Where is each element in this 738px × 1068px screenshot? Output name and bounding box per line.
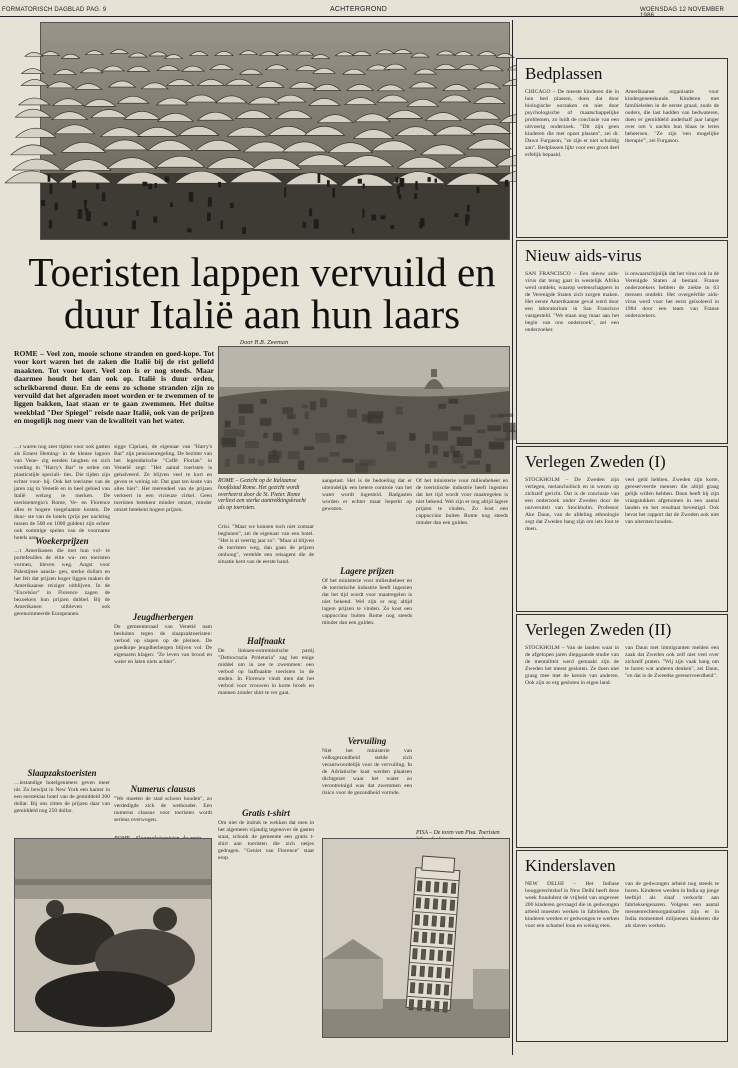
beachgoer (465, 216, 468, 225)
rome-building (287, 414, 295, 419)
beachgoer (104, 222, 108, 226)
rome-building (368, 411, 383, 418)
rome-building (304, 446, 314, 450)
beachgoer (189, 192, 193, 202)
sidebar-title-zweden-1: Verlegen Zweden (I) (525, 452, 666, 471)
beachgoer (242, 227, 246, 234)
beachgoer (318, 173, 321, 183)
beachgoer (398, 194, 401, 199)
rome-building (248, 458, 255, 463)
headline-line-2: duur Italië aan hun laars (63, 291, 461, 337)
beachgoer (435, 179, 437, 183)
rome-building (451, 426, 462, 430)
tower-arch (446, 951, 451, 961)
tower-arch (434, 882, 439, 892)
sidebar-box-zweden-1 (516, 446, 728, 612)
beachgoer (208, 197, 212, 206)
tower-arch (443, 883, 448, 893)
rome-building (330, 452, 340, 457)
beachgoer (390, 225, 394, 229)
pisa-photo (322, 838, 510, 1038)
rome-building (273, 433, 282, 442)
beachgoer (48, 174, 51, 181)
tower-arch (418, 1000, 423, 1010)
beachgoer (358, 179, 362, 184)
sidebar-title-zweden-2: Verlegen Zweden (II) (525, 620, 672, 639)
caption-pisa: PISA – De toren van Pisa. Toeristen (416, 830, 500, 836)
sidebar-zweden-2-col-1: STOCKHOLM – Van de landen waar in de afgelopen jaren diepgaande studie van de mentaliteit werd gemaakt zijn de Zweden het meest gesloten. Ze doen niet graag mee met de kennis van anderen. Ook zijn ze erg gesloten in eigen land. (525, 645, 619, 686)
beachgoer (155, 183, 157, 188)
tower-arch (451, 883, 456, 893)
rome-building (260, 418, 272, 426)
rome-building (443, 451, 449, 457)
beachgoer (49, 220, 52, 228)
article-column-5: Of het ministerie voor milieubeheer en de toeristische industrie heeft ingezien dat het tijd wordt voor maatregelen is niet bekend. Wel zijn er nog altijd lagere prijzen te vinden. Zo kost een cappuccino buiten Rome nog steeds minder dan een gulden. (416, 478, 508, 526)
rome-building (310, 401, 316, 410)
lead-paragraph: ROME – Veel zon, mooie schone stranden en goed-kope. Tot voor kort waren het de zaken die Italië bij de rist geliefd maakten. Tot voor kort. Veel zon is er nog steeds. Maar daarmee houdt het dan ook op. Italië is duur orden, schrikbarend duur. En de eens zo schone stranden zijn zo vervuild dat het afgeraden moet worden er te zwemmen of te liggen bakken, laat staan er te gaan zwemmen. Het duitse weekblad "Der Spiegel" reisde naar Italië, ook van de prijzen en mogelijk nog meer van de kwaliteit van het water. (14, 349, 214, 426)
beachgoer (41, 200, 45, 206)
rome-building (224, 429, 239, 437)
tower-arch (411, 966, 416, 976)
beachgoer (102, 193, 106, 202)
rome-building (474, 449, 481, 458)
rome-building (258, 460, 265, 466)
tower-arch (415, 915, 420, 925)
people-on-beach-image (15, 839, 211, 1031)
article-column-4-part-3: Niet het ministerie van volksgezondheid stelde zich verantwoordelijk voor de vervuiling. In de Adriatische kust werden plaatsen dichtgezet waar het water zo verontreinigd was dat zwemmen een risico voor de gezondheid vormde. (322, 748, 412, 796)
rome-building (239, 416, 245, 425)
subhead-slaapzaktoeristen: Slaapzakstoeristen (27, 768, 97, 778)
rome-building (491, 414, 504, 418)
rome-building (288, 451, 300, 459)
rome-building (318, 457, 329, 462)
rome-building (225, 459, 230, 467)
rome-building (347, 409, 357, 417)
sidebar-kinderslaven-col-1: NEW DELHI – Het Indiase hooggerechtshof in New Delhi heeft deze week fraudulent de vrijheid van ongeveer 200 kinderen gevraagd die in gedwongen arbeid moesten werken in fabrieken. De kinderen werden er gedwongen te werken voor een schamel loon en weinig eten. (525, 881, 619, 929)
beachgoer (314, 219, 319, 228)
tower-arch (431, 933, 436, 943)
tower-arch (410, 983, 415, 993)
header-date: WOENSDAG 12 NOVEMBER (640, 7, 725, 13)
beachgoer (50, 184, 53, 194)
rome-building (503, 423, 516, 432)
tower-arch (437, 967, 442, 977)
rome-building (396, 407, 403, 415)
tower-arch (413, 949, 418, 959)
rome-building (293, 428, 299, 434)
tower-arch (449, 917, 454, 927)
rome-building (495, 438, 509, 441)
beachgoer (467, 205, 470, 212)
subhead-halfnaakt: Halfnaakt (246, 636, 285, 646)
tower-arch (426, 881, 431, 891)
article-column-2-part-2: De gemeenteraad van Venetië nam besluiten tegen de slaapzaktoeristen: verbod op slapen op de pleinen. De goedkope jeugdherbergen blijven vol. De eigenaren klagen: "Ze leven van brood en water en laten niets achter". (114, 624, 212, 665)
rome-building (467, 461, 480, 465)
rome-building (222, 438, 236, 447)
beachgoer (86, 211, 91, 221)
beachgoer (96, 184, 99, 190)
sidebar-zweden-2-col-2: van Daun met immigranten melden een zaak dat Zweden ook zelf niet veel over zichzelf praten. "Wij zijn vaak bang om te horen wat anderen denken", zei Daun, "en dat is de Zweedse gereserveerdheid". (625, 645, 719, 679)
sidebar-kinderslaven-col-2: van de gedwongen arbeid nog steeds te horen. Kinderen werden in India op jonge leeftijd als slaaf verkocht aan fabriekseigenaren. Volgens een aantal mensenrechtenorganisaties zijn er in India momenteel miljoenen kinderen die als slaven werken. (625, 881, 719, 929)
rome-building (425, 444, 430, 453)
article-column-2-part-1: sigge Cipriani, de eigenaar van "Harry's Bar" zijn pensioenregeling. De bezitter van het legendarische "Caffè Florian" in Venetië zegt: "Het aantal toeristen is gehalveerd. Ze blijven veel te kort en geven te weinig uit. Dat gaat ten koste van alles hier". Het merendeel van de prijzen verkeert in een vicieuze cirkel. Geen toeristen betekent minder omzet, minder omzet betekent hogere prijzen. (114, 444, 212, 513)
beachgoer (332, 188, 335, 198)
beachgoer (454, 213, 458, 217)
sidebar-zweden-1-col-2: veel geld hebben. Zweden zijn korte, gereserveerde mensen die altijd graag gelijk willen hebben. Daun heeft bij zijn vraagstukken afgenomen in een aantal landen en het resultaat bevestigd. Ook bevat het rapport dat de Zweden ook niet van uitersten houden. (625, 477, 719, 525)
rome-city-image (219, 347, 509, 473)
tower-arch (450, 900, 455, 910)
subhead-gratis-tshirt: Gratis t-shirt (242, 808, 290, 818)
slaapzak-photo (14, 838, 212, 1032)
caption-rome: ROME – Gezicht op de Italiaanse hoofdstad Rome. Het gezicht wordt overheerst door de St. Pieter. Rome verliest een sterke aantrekkingskracht als op toeristen. (218, 478, 306, 512)
tower-arch (440, 917, 445, 927)
beachgoer (78, 209, 83, 219)
beachgoer (136, 210, 138, 216)
beachgoer (153, 216, 157, 222)
beachgoer (399, 178, 404, 187)
beachgoer (476, 187, 479, 193)
tower-arch (444, 985, 449, 995)
rome-building (464, 415, 475, 425)
tower-arch (432, 916, 437, 926)
rome-building (282, 407, 293, 414)
beach-umbrella (21, 69, 43, 74)
tower-arch (434, 1001, 439, 1011)
sidebar-box-bedplassen (516, 58, 728, 238)
sidebar-divider (512, 20, 513, 1055)
article-column-4-part-2: Of het ministerie voor milieubeheer en de toeristische industrie heeft ingezien dat het tijd wordt voor maatregelen is niet bekend. Wel zijn er nog altijd lagere prijzen te vinden. Zo kost een cappuccino buiten Rome nog steeds minder dan een gulden. (322, 578, 412, 626)
beachgoer (395, 177, 398, 183)
rome-building (225, 421, 231, 428)
tower-arch (421, 949, 426, 959)
article-column-1-part-1: …t waren nog zeer tiplen voor ook gasten als Ernest Heming- in de kleuse lagoon van Vene- zig eenden langhen en zich voeding in "Harry's Bar" te orden om plasticstijle speciali- ties. Die tijden zijn echter voor- bij. Ook het toerisme van de jaren zig in Venetië en in heel gebied van Italië welzeg te merken. De toeristenregio's Rome, Ve- en Florence alles te hogere toegelaatste kosten. De duur- ste van de hotels (prijs per nachting tussen de 500 en 1000 gulden) zijn echter ook sommige spelen van de voorname hotels aan. (14, 444, 110, 541)
rome-building (461, 465, 467, 469)
rome-building (486, 464, 491, 472)
subhead-woekerprijzen: Woekerprijzen (35, 536, 89, 546)
article-column-3-part-3: Om niet de indruk te wekken dat men in het algemeen vijandig tegenover de gasten staat, schonk de gemeente een gratis t-shirt aan toeristen die zich netjes gedragen. "Geniet van Florence" staat erop. (218, 820, 314, 861)
beachgoer (170, 202, 173, 207)
tower-arch (417, 881, 422, 891)
beachgoer (352, 228, 354, 233)
rome-building (298, 461, 304, 471)
tower-arch (420, 966, 425, 976)
rome-building (438, 404, 446, 409)
tower-arch (419, 983, 424, 993)
beachgoer (414, 193, 417, 198)
tower-arch (426, 1001, 431, 1011)
rome-building (238, 404, 253, 413)
beachgoer (230, 203, 234, 208)
beachgoer (207, 212, 211, 221)
beachgoer (363, 184, 365, 189)
leaning-tower-of-pisa-image (323, 839, 509, 1037)
sidebar-zweden-1-col-1: STOCKHOLM – De Zweden zijn verlegen, melancholisch en in wezen op zichzelf gericht. Dat is de conclusie van een onderzoek onder Zweden door de universiteit van Stockholm. Professor Ake Daun, van de afdeling ethnologie zegt dat Zweden bang zijn om iets fout te doen. (525, 477, 619, 532)
rome-building (409, 433, 415, 441)
rome-building (336, 435, 344, 444)
article-column-3-part-1: Crisi. "Maar we kunnen toch niet zomaar beginnen", zei de eigenaar van een hotel. "Het is al veertig jaar zo". "Maar al blijven de toeristen weg, dan gaan de prijzen omhoog", vertelde een reisagent die de situatie kent van de eerste hand. (218, 524, 314, 565)
tower-arch (414, 932, 419, 942)
beachgoer (55, 203, 58, 210)
rome-building (245, 441, 259, 448)
rome-building (320, 398, 327, 407)
sidebar-bedplassen-col-2: Amerikaanse organisatie voor kindergeneeskunde. Kinderen met familieleden in de eerste graad, zoals de ouders, die last hadden van bedwateren, doen er gemiddeld anderhalf jaar langer over om 's nachts hun blaas te leren beheersen. "Ze zijn 'een mogelijke therapie'", zei Furgason. (625, 89, 719, 144)
beach-umbrella (25, 52, 43, 56)
beachgoer (218, 182, 221, 188)
beachgoer (505, 180, 508, 187)
beachgoer (309, 208, 312, 216)
sidebar-bedplassen-col-1: CHICAGO – De meeste kinderen die in hun bed plassen, doen dat door biologische oorzaken en niet door psychologische of maatschappelijke problemen, zo luidt de conclusie van een uitvoerig onderzoek. "Dit zijn geen kinderen die met opzet plassen", zei dr. Dawn Furgason, "ze zijn er niet schuldig aan". Bedplassen lijkt voor een groot deel erfelijk bepaald. (525, 89, 619, 158)
headline-line-1: Toeristen lappen vervuild en (28, 249, 496, 295)
tower-arch (416, 898, 421, 908)
beachgoer (371, 215, 376, 221)
rome-building (239, 430, 245, 437)
beachgoer (380, 215, 385, 219)
byline: Door R.B. Zeeman (240, 340, 289, 346)
tower-arch (409, 1000, 414, 1010)
rome-building (263, 433, 267, 438)
sidebar-title-bedplassen: Bedplassen (525, 64, 603, 83)
beachgoer (148, 184, 152, 190)
subhead-jeugdherbergen: Jeugdherbergen (132, 612, 194, 622)
article-column-4-part-1: aangetast. Het is de bedoeling dat er uiteindelijk een betere controle van het water wordt ingesteld. Badgasten worden er echter maar beperkt op gewezen. (322, 478, 412, 512)
beach-photo (40, 22, 510, 240)
beachgoer (72, 180, 76, 188)
rome-building (477, 430, 485, 434)
tower-arch (442, 900, 447, 910)
tower-arch (425, 898, 430, 908)
subhead-numerus-clausus: Numerus clausus (130, 784, 196, 794)
beachgoer (327, 180, 330, 187)
tower-arch (428, 967, 433, 977)
tower-arch (445, 968, 450, 978)
sidebar-aids-col-1: SAN FRANCISCO – Een nieuw aids-virus dat terug gaat in westelijk Afrika werd ontdekt, waarop wetenschappers in de Verenigde Staten zich zorgen maken. Het eerste Amerikaanse geval werd door een laboratorium in San Francisco vastgesteld. "We staan nog maar aan het begin van ons onderzoek", zei een onderzoeker. (525, 271, 619, 333)
sidebar-aids-col-2: is onwaarschijnlijk dat het virus ook in de Verenigde Staten al bestaat. Franse onderzoekers hebben de ziekte in 63 mensen ontdekt. Het overgeërfde aids-virus werd voor het eerst geïsoleerd in 1984 door een team van Franse onderzoekers. (625, 271, 719, 319)
rome-building (457, 437, 472, 446)
article-column-1-part-3: …iestandige hotelgenieters geven meer uit. Zo bewijst in New York een kamer in een eersteklas hotel van de gemiddeld 200 dollar. Bij ons zitten de prijzen daar van gemiddeld nog 250 dollar. (14, 780, 110, 814)
sidebar-title-aids: Nieuw aids-virus (525, 246, 642, 265)
beach-umbrellas-image (41, 23, 509, 239)
article-column-2-part-3: "We moeten de stad schoon houden", zo verdedigde zich de wethouder. Een numerus clausus voor toeristen wordt serieus overwogen. (114, 796, 212, 823)
beachgoer (220, 220, 223, 229)
beachgoer (132, 220, 136, 229)
beachgoer (303, 222, 307, 228)
rome-building (305, 411, 309, 419)
beachgoer (165, 176, 169, 182)
rome-photo (218, 346, 510, 474)
sidebar-title-kinderslaven: Kinderslaven (525, 856, 616, 875)
rome-building (237, 454, 244, 464)
sidebar-box-zweden-2 (516, 614, 728, 848)
beachgoer (142, 182, 147, 186)
rome-building (387, 442, 396, 451)
sidebar-box-aids (516, 240, 728, 444)
rome-building (453, 454, 464, 464)
header-rule (0, 16, 738, 17)
page-header (0, 0, 738, 20)
tower-arch (438, 950, 443, 960)
rome-building (342, 459, 353, 463)
rome-building (315, 433, 330, 443)
beachgoer (419, 221, 422, 228)
sidebar-box-kinderslaven (516, 850, 728, 1042)
rome-building (487, 425, 501, 431)
tower-arch (422, 932, 427, 942)
beachgoer (187, 228, 192, 232)
rome-building (268, 455, 279, 463)
beachgoer (415, 181, 417, 190)
tower-arch (443, 1002, 448, 1012)
rome-building (449, 399, 459, 404)
rome-building (433, 445, 439, 454)
rome-building (260, 399, 267, 404)
rome-building (377, 431, 384, 434)
tower-arch (436, 984, 441, 994)
article-column-1-part-2: …t Amerikanen die met hun vol- le portefeuilles de elite wa- ren toeristen vormen, bleven weg. Angst voor Palestijnse aansla- gen, sterke dollars en het feit dat prijzen hoger liggen maken de Amerikaanse reiziger uitblijven. In de "Excelsior" in Florence zagen de bezoekers hun prijzen dubbel. Bij de Amerikanen uitbleven ook gerenommeerde Europeanen. (14, 548, 110, 617)
rome-building (433, 431, 448, 440)
subhead-vervuiling: Vervuiling (347, 736, 387, 746)
subhead-lagere-prijzen: Lagere prijzen (340, 566, 394, 576)
rome-building (428, 461, 436, 468)
rome-building (302, 405, 308, 409)
tower-arch (448, 934, 453, 944)
tower-arch (427, 984, 432, 994)
header-section: ACHTERGROND (330, 6, 388, 13)
tower-arch (439, 933, 444, 943)
rome-building (360, 460, 376, 466)
beachgoer (284, 187, 286, 197)
header-left: FORMATORISCH DAGBLAD PAG. 9 (2, 7, 107, 13)
rome-building (489, 442, 505, 450)
beachgoer (362, 209, 364, 218)
tower-arch (430, 950, 435, 960)
tower-arch (423, 915, 428, 925)
beachgoer (397, 186, 400, 194)
beachgoer (428, 177, 431, 182)
tower-arch (433, 899, 438, 909)
article-column-3-part-2: De linksen-extremistische partij "Democrazia Proletaria" zag het enige middel om in zee te zwemmen: een verbod op halfnaakte toeristen in de steden. In Florence vindt men dat het verbod voor vrouwen in korte broek en mannen zonder shirt te ver gaat. (218, 648, 314, 696)
